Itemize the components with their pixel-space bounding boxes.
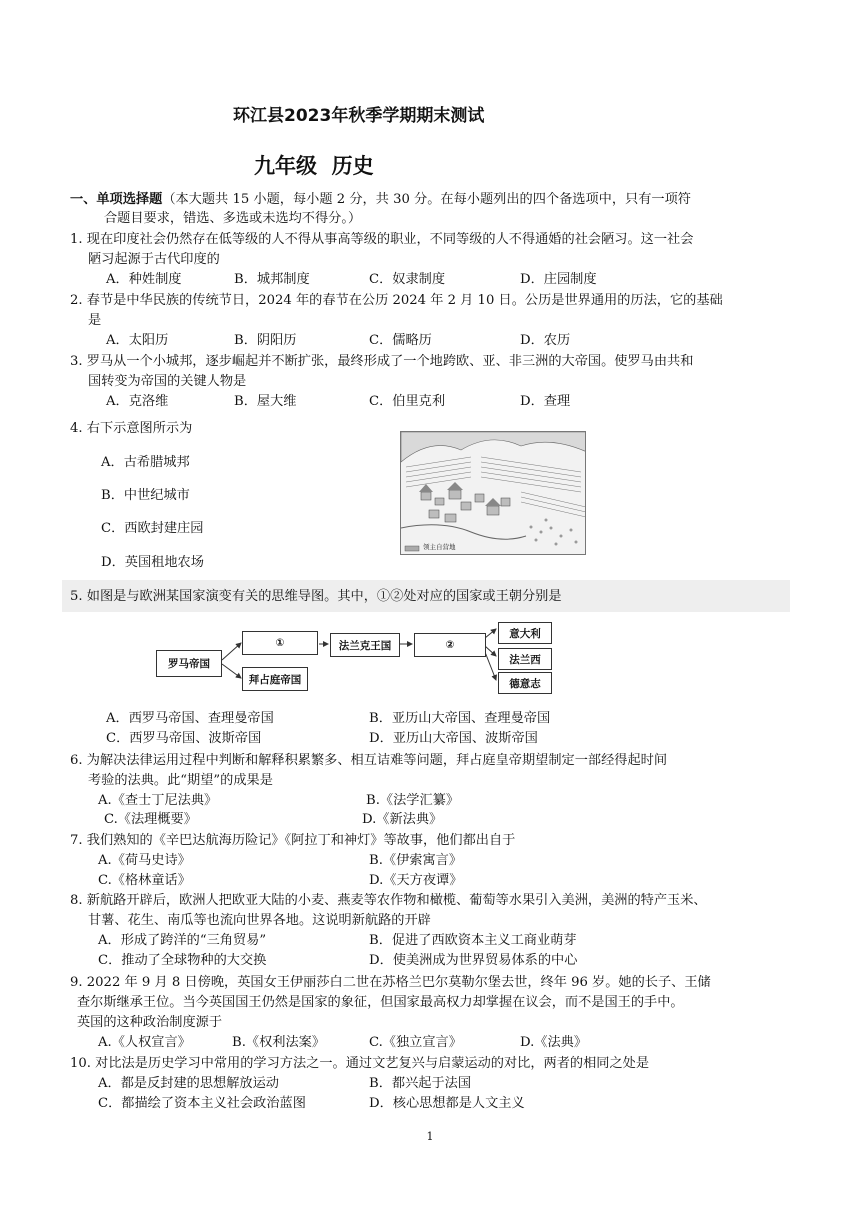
question-2-option-a: A．太阳历	[106, 333, 169, 348]
question-4-option-b: B．中世纪城市	[101, 488, 190, 503]
question-1-option-a: A．种姓制度	[106, 272, 182, 287]
exam-title: 环江县2023年秋季学期期末测试	[233, 106, 485, 126]
question-3-option-b: B．屋大维	[234, 394, 297, 409]
question-7-stem: 7. 我们熟知的《辛巴达航海历险记》《阿拉丁和神灯》等故事，他们都出自于	[70, 833, 516, 848]
question-5-stem: 5. 如图是与欧洲某国家演变有关的思维导图。其中，①②处对应的国家或王朝分别是	[70, 589, 562, 604]
question-4-option-d: D．英国租地农场	[101, 555, 204, 570]
mindmap-node-italy: 意大利	[498, 622, 552, 644]
question-4-option-c: C．西欧封建庄园	[101, 521, 204, 536]
question-9-option-c: C.《独立宣言》	[369, 1035, 462, 1050]
section-heading: 一、单项选择题	[70, 192, 163, 207]
question-4-option-a: A．古希腊城邦	[101, 455, 190, 470]
question-10-stem: 10. 对比法是历史学习中常用的学习方法之一。通过文艺复兴与启蒙运动的对比，两者的相同之处是	[70, 1056, 650, 1071]
question-5-option-d: D．亚历山大帝国、波斯帝国	[369, 731, 538, 746]
question-10-option-d: D．核心思想都是人文主义	[369, 1096, 525, 1111]
question-3-option-d: D．查理	[520, 394, 571, 409]
question-7-option-d: D.《天方夜谭》	[369, 873, 463, 888]
question-1-stem: 1. 现在印度社会仍然存在低等级的人不得从事高等级的职业，不同等级的人不得通婚的社会陋习。这一社会	[70, 232, 694, 247]
question-5-option-a: A．西罗马帝国、查理曼帝国	[106, 711, 274, 726]
question-1-stem-cont: 陋习起源于古代印度的	[88, 252, 220, 267]
mindmap-node-slot-2: ②	[414, 633, 486, 657]
section-heading-line	[70, 190, 691, 210]
page-number: 1	[426, 1130, 434, 1143]
question-6-option-c: C.《法理概要》	[104, 812, 197, 827]
question-5-option-c: C．西罗马帝国、波斯帝国	[106, 731, 262, 746]
question-8-stem-cont: 甘薯、花生、南瓜等也流向世界各地。这说明新航路的开辟	[88, 913, 431, 928]
question-6-option-a: A.《查士丁尼法典》	[98, 793, 218, 808]
question-3-stem-cont: 国转变为帝国的关键人物是	[88, 374, 247, 389]
question-6-stem-cont: 考验的法典。此“期望”的成果是	[88, 773, 273, 788]
question-8-option-b: B．促进了西欧资本主义工商业萌芽	[369, 933, 577, 948]
question-9-option-b: B.《权利法案》	[232, 1035, 326, 1050]
question-7-option-b: B.《伊索寓言》	[369, 853, 463, 868]
question-8-option-d: D．使美洲成为世界贸易体系的中心	[369, 953, 578, 968]
question-8-option-a: A．形成了跨洋的“三角贸易”	[98, 933, 267, 948]
question-9-option-d: D.《法典》	[520, 1035, 588, 1050]
question-3-option-c: C．伯里克利	[369, 394, 446, 409]
question-1-option-b: B．城邦制度	[234, 272, 310, 287]
mindmap-node-frankish-kingdom: 法兰克王国	[330, 633, 400, 657]
mindmap-node-france: 法兰西	[498, 648, 552, 670]
question-8-option-c: C．推动了全球物种的大交换	[98, 953, 267, 968]
question-1-option-c: C．奴隶制度	[369, 272, 446, 287]
question-7-option-a: A.《荷马史诗》	[98, 853, 191, 868]
mindmap-node-slot-1: ①	[242, 631, 318, 655]
question-2-stem-cont: 是	[88, 313, 102, 328]
question-9-stem: 9. 2022 年 9 月 8 日傍晚，英国女王伊丽莎白二世在苏格兰巴尔莫勒尔堡去世，终年 96 岁。她的长子、王储	[70, 975, 711, 990]
mindmap-node-germany: 德意志	[498, 672, 552, 694]
manor-illustration	[400, 431, 586, 555]
manor-sketch-icon	[401, 432, 586, 555]
question-10-option-b: B．都兴起于法国	[369, 1076, 472, 1091]
exam-subtitle: 九年级 历史	[254, 154, 374, 178]
question-8-stem: 8. 新航路开辟后，欧洲人把欧亚大陆的小麦、燕麦等农作物和橄榄、葡萄等水果引入美洲，美洲的特产玉米、	[70, 893, 707, 908]
question-9-stem-cont: 查尔斯继承王位。当今英国国王仍然是国家的象征，但国家最高权力却掌握在议会，而不是国王的手中。	[77, 995, 684, 1010]
question-1-option-d: D．庄园制度	[520, 272, 597, 287]
question-7-option-c: C.《格林童话》	[98, 873, 191, 888]
map-legend-label: 领主自营地	[423, 543, 456, 551]
mindmap-node-roman-empire: 罗马帝国	[156, 650, 222, 677]
question-4-stem: 4. 右下示意图所示为	[70, 421, 193, 436]
mindmap-node-byzantine: 拜占庭帝国	[242, 667, 308, 691]
question-6-option-b: B.《法学汇纂》	[366, 793, 460, 808]
question-3-option-a: A．克洛维	[106, 394, 169, 409]
question-2-stem: 2. 春节是中华民族的传统节日，2024 年的春节在公历 2024 年 2 月 10 日。公历是世界通用的历法，它的基础	[70, 293, 723, 308]
question-3-stem: 3. 罗马从一个小城邦，逐步崛起并不断扩张，最终形成了一个地跨欧、亚、非三洲的大帝国。使罗马由共和	[70, 354, 694, 369]
section-instructions-cont: 合题目要求，错选、多选或未选均不得分。）	[104, 211, 362, 226]
question-2-option-b: B．阴阳历	[234, 333, 297, 348]
question-9-option-a: A.《人权宣言》	[98, 1035, 191, 1050]
question-5-option-b: B．亚历山大帝国、查理曼帝国	[369, 711, 551, 726]
question-10-option-a: A．都是反封建的思想解放运动	[98, 1076, 279, 1091]
question-6-stem: 6. 为解决法律运用过程中判断和解释积累繁多、相互诘难等问题，拜占庭皇帝期望制定一部经得起时间	[70, 753, 668, 768]
question-10-option-c: C．都描绘了资本主义社会政治蓝图	[98, 1096, 306, 1111]
question-2-option-d: D．农历	[520, 333, 571, 348]
question-9-stem-cont-2: 英国的这种政治制度源于	[77, 1015, 223, 1030]
question-2-option-c: C．儒略历	[369, 333, 432, 348]
section-instructions: （本大题共 15 小题，每小题 2 分，共 30 分。在每小题列出的四个备选项中，只有一项符	[162, 192, 691, 207]
question-6-option-d: D.《新法典》	[362, 812, 443, 827]
